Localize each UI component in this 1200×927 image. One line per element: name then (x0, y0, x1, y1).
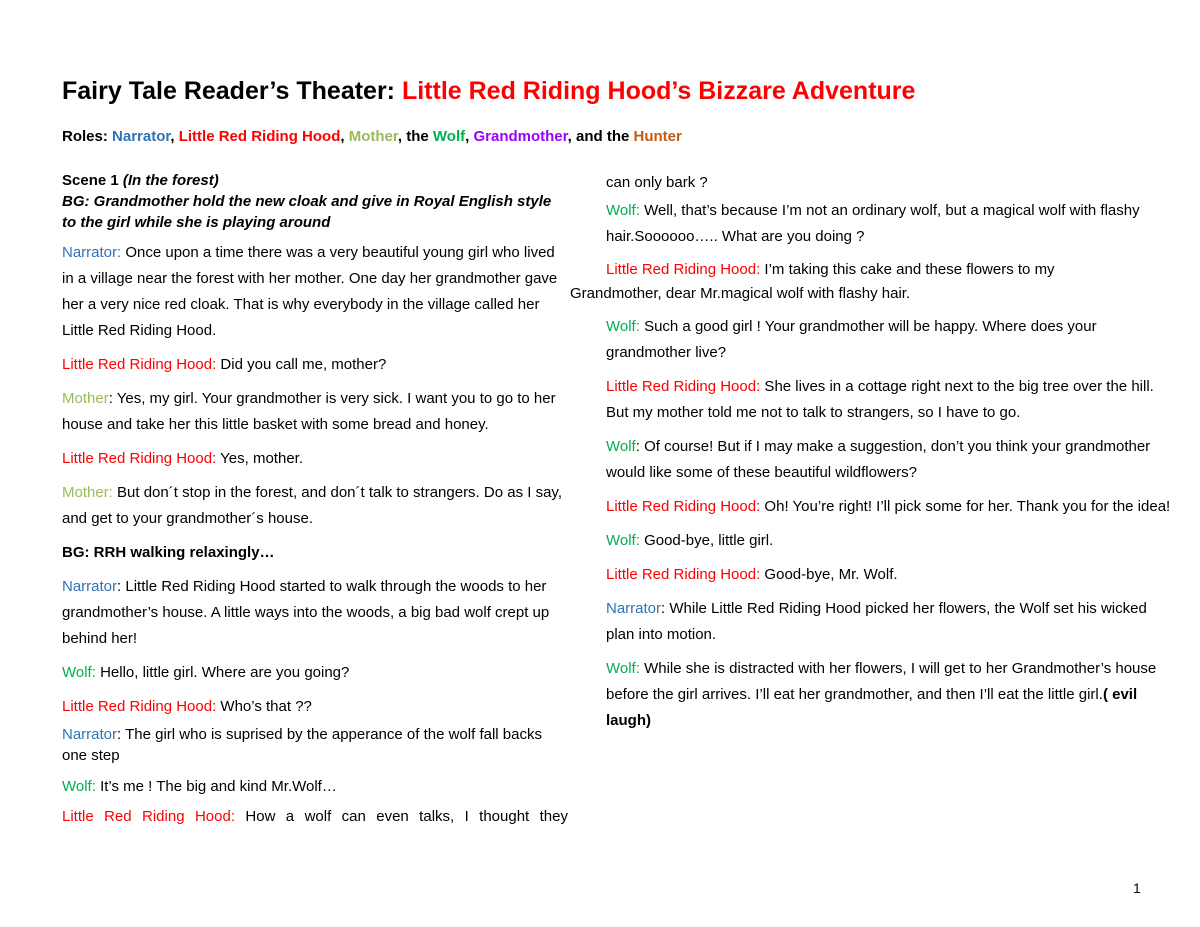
left-column (62, 170, 568, 838)
script-line: Wolf: While she is distracted with her flowers, I will get to her Grandmother’s house before the girl arrives. I’ll eat her grandmother, and then I’ll eat the little girl.( evil laugh) (606, 660, 1157, 729)
right-column (570, 170, 1172, 742)
roles-comma: , (465, 128, 474, 145)
role-wolf: Wolf (432, 128, 466, 145)
roles-label: Roles: (62, 128, 113, 145)
script-line: Mother: But don´t stop in the forest, and don´t talk to strangers. Do as I say, and get to your grandmother´s house. (62, 484, 562, 527)
roles-and-the: and the (576, 128, 634, 145)
role-hunter: Hunter (633, 128, 682, 145)
role-grandmother: Grandmother (473, 128, 568, 145)
script-line: Little Red Riding Hood: Good-bye, Mr. Wolf. (606, 566, 898, 583)
script-line: Wolf: Well, that’s because I’m not an ordinary wolf, but a magical wolf with flashy hair.Soooooo….. What are you doing ? (606, 202, 1140, 245)
script-line: Little Red Riding Hood: I’m taking this cake and these flowers to my Grandmother, dear Mr.magical wolf with flashy hair. (570, 261, 1055, 302)
stage-direction: BG: RRH walking relaxingly… (62, 544, 275, 561)
roles-line (62, 128, 682, 145)
script-line: Wolf: Such a good girl ! Your grandmother will be happy. Where does your grandmother live? (606, 318, 1097, 361)
script-line: Wolf: Of course! But if I may make a suggestion, don’t you think your grandmother would like some of these beautiful wildflowers? (606, 438, 1151, 481)
script-line: Wolf: Hello, little girl. Where are you going? (62, 664, 350, 681)
roles-comma: , (170, 128, 179, 145)
roles-the: the (406, 128, 433, 145)
roles-comma: , (567, 128, 576, 145)
script-line: Little Red Riding Hood: She lives in a cottage right next to the big tree over the hill. But my mother told me not to talk to strangers, so I have to go. (606, 378, 1154, 421)
script-line: Wolf: It’s me ! The big and kind Mr.Wolf… (62, 778, 337, 795)
script-line: Wolf: Good-bye, little girl. (606, 532, 774, 549)
title-highlight: Little Red Riding Hood’s Bizzare Adventure (401, 77, 916, 105)
script-line: Narrator: Once upon a time there was a very beautiful young girl who lived in a village near the forest with her mother. One day her grandmother gave her a very nice red cloak. That is why everybody in the village called her Little Red Riding Hood. (62, 244, 558, 339)
stage-direction: BG: Grandmother hold the new cloak and give in Royal English style to the girl while she is playing around (62, 193, 552, 231)
document-title (62, 77, 915, 106)
script-line: Narrator: The girl who is suprised by the apperance of the wolf fall backs one step (62, 726, 542, 764)
script-line: Narrator: Little Red Riding Hood started to walk through the woods to her grandmother’s house. A little ways into the woods, a big bad wolf crept up behind her! (62, 578, 550, 647)
script-line: Mother: Yes, my girl. Your grandmother is very sick. I want you to go to her house and take her this little basket with some bread and honey. (62, 390, 556, 433)
roles-comma: , (397, 128, 407, 145)
roles-comma: , (340, 128, 349, 145)
script-line: Little Red Riding Hood: Did you call me, mother? (62, 356, 387, 373)
role-rrh: Little Red Riding Hood (178, 128, 341, 145)
script-line: Little Red Riding Hood: Oh! You’re right! I’ll pick some for her. Thank you for the idea! (606, 498, 1171, 515)
role-narrator: Narrator (112, 128, 171, 145)
scene-heading: Scene 1 (In the forest) (62, 172, 219, 189)
title-prefix: Fairy Tale Reader’s Theater: (62, 77, 402, 105)
role-mother: Mother (348, 128, 398, 145)
script-line: can only bark ? (606, 174, 708, 191)
script-line: Narrator: While Little Red Riding Hood picked her flowers, the Wolf set his wicked plan into motion. (606, 600, 1147, 643)
script-line: Little Red Riding Hood: Yes, mother. (62, 450, 303, 467)
page-number: 1 (1133, 880, 1141, 896)
script-line: Little Red Riding Hood: Who’s that ?? (62, 698, 312, 715)
script-line: Little Red Riding Hood: How a wolf can even talks, I thought they (62, 808, 568, 825)
